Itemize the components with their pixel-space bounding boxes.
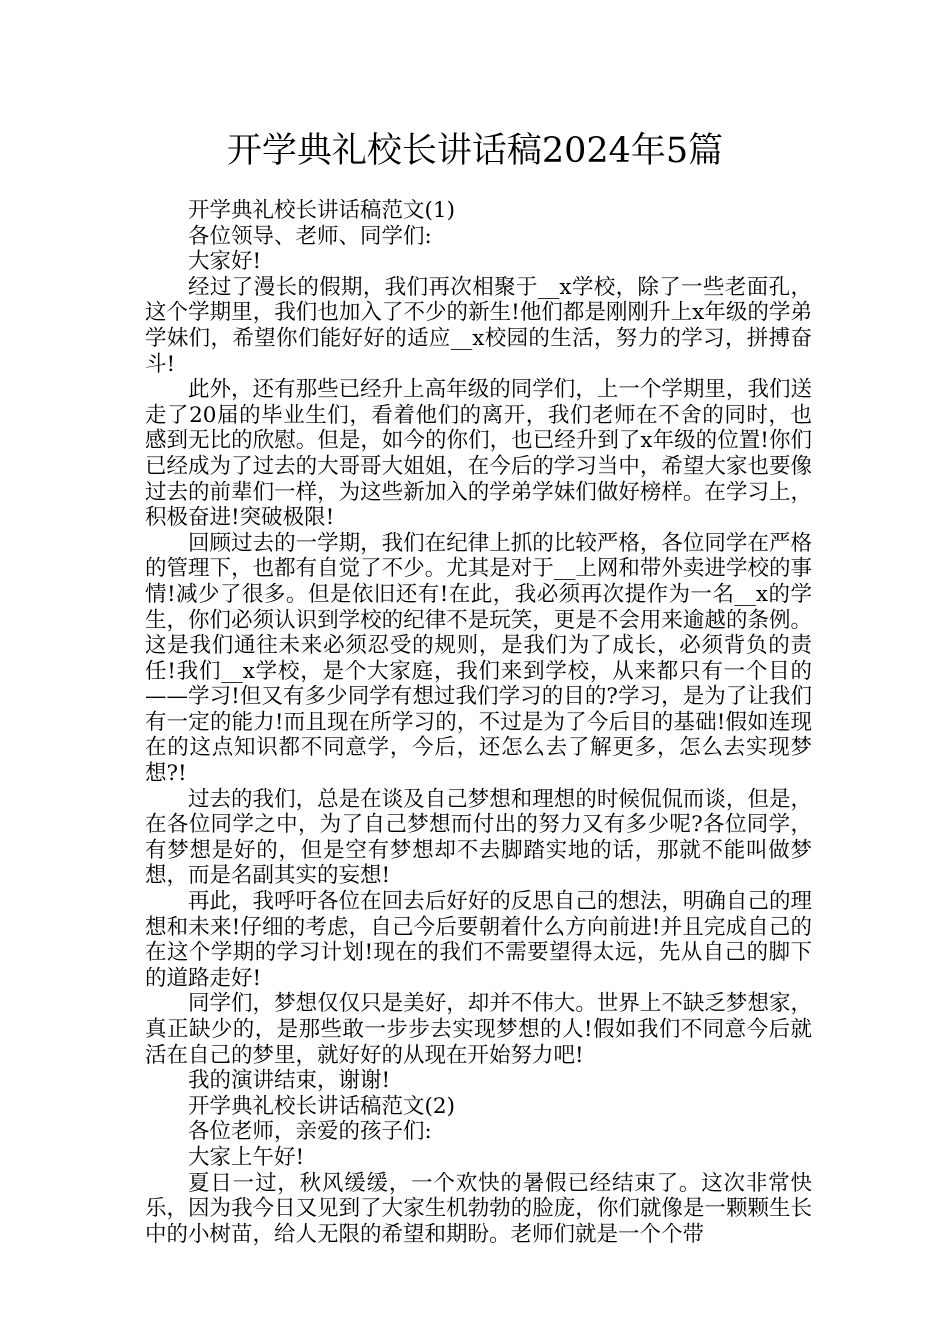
greeting-paragraph: 大家好! xyxy=(188,249,262,275)
body-paragraph: 过去的我们，总是在谈及自己梦想和理想的时候侃侃而谈，但是，在各位同学之中，为了自己梦想而付出的努力又有多少呢?各位同学，有梦想是好的，但是空有梦想却不去脚踏实地的话，那就不能叫做梦想，而是名副其实的妄想! xyxy=(145,786,812,889)
body-paragraph: 同学们，梦想仅仅只是美好，却并不伟大。世界上不缺乏梦想家，真正缺少的，是那些敢一步步去实现梦想的人!假如我们不同意今后就活在自己的梦里，就好好的从现在开始努力吧! xyxy=(145,991,812,1068)
body-paragraph: 经过了漫长的假期，我们再次相聚于__x学校，除了一些老面孔，这个学期里，我们也加入了不少的新生!他们都是刚刚升上x年级的学弟学妹们，希望你们能好好的适应__x校园的生活，努力的学习，拼搏奋斗! xyxy=(145,274,812,377)
body-paragraph: 回顾过去的一学期，我们在纪律上抓的比较严格，各位同学在严格的管理下，也都有自觉了不少。尤其是对于__上网和带外卖进学校的事情!减少了很多。但是依旧还有!在此，我必须再次提作为一名__x的学生，你们必须认识到学校的纪律不是玩笑，更是不会用来逾越的条例。这是我们通往未来必须忍受的规则，是我们为了成长，必须背负的责任!我们__x学校，是个大家庭，我们来到学校，从来都只有一个目的——学习!但又有多少同学有想过我们学习的目的?学习，是为了让我们有一定的能力!而且现在所学习的，不过是为了今后目的基础!假如连现在的这点知识都不同意学，今后，还怎么去了解更多，怎么去实现梦想?! xyxy=(145,530,812,787)
salutation-paragraph: 各位领导、老师、同学们: xyxy=(188,223,432,249)
speech-heading-2: 开学典礼校长讲话稿范文(2) xyxy=(188,1093,455,1119)
salutation-paragraph: 各位老师，亲爱的孩子们: xyxy=(188,1119,432,1145)
closing-paragraph: 我的演讲结束，谢谢! xyxy=(188,1068,391,1094)
greeting-paragraph: 大家上午好! xyxy=(188,1144,305,1170)
document-title: 开学典礼校长讲话稿2024年5篇 xyxy=(226,131,724,171)
body-paragraph: 再此，我呼吁各位在回去后好好的反思自己的想法，明确自己的理想和未来!仔细的考虑，自己今后要朝着什么方向前进!并且完成自己的在这个学期的学习计划!现在的我们不需要望得太远，先从自己的脚下的道路走好! xyxy=(145,889,812,991)
speech-heading-1: 开学典礼校长讲话稿范文(1) xyxy=(188,198,455,223)
body-paragraph: 夏日一过，秋风缓缓，一个欢快的暑假已经结束了。这次非常快乐，因为我今日又见到了大家生机勃勃的脸庞，你们就像是一颗颗生长中的小树苗，给人无限的希望和期盼。老师们就是一个个带 xyxy=(145,1170,812,1247)
document-body xyxy=(145,198,812,1247)
body-paragraph: 此外，还有那些已经升上高年级的同学们，上一个学期里，我们送走了20届的毕业生们，看着他们的离开，我们老师在不舍的同时，也感到无比的欣慰。但是，如今的你们，也已经升到了x年级的位置!你们已经成为了过去的大哥哥大姐姐，在今后的学习当中，希望大家也要像过去的前辈们一样，为这些新加入的学弟学妹们做好榜样。在学习上，积极奋进!突破极限! xyxy=(145,377,812,531)
